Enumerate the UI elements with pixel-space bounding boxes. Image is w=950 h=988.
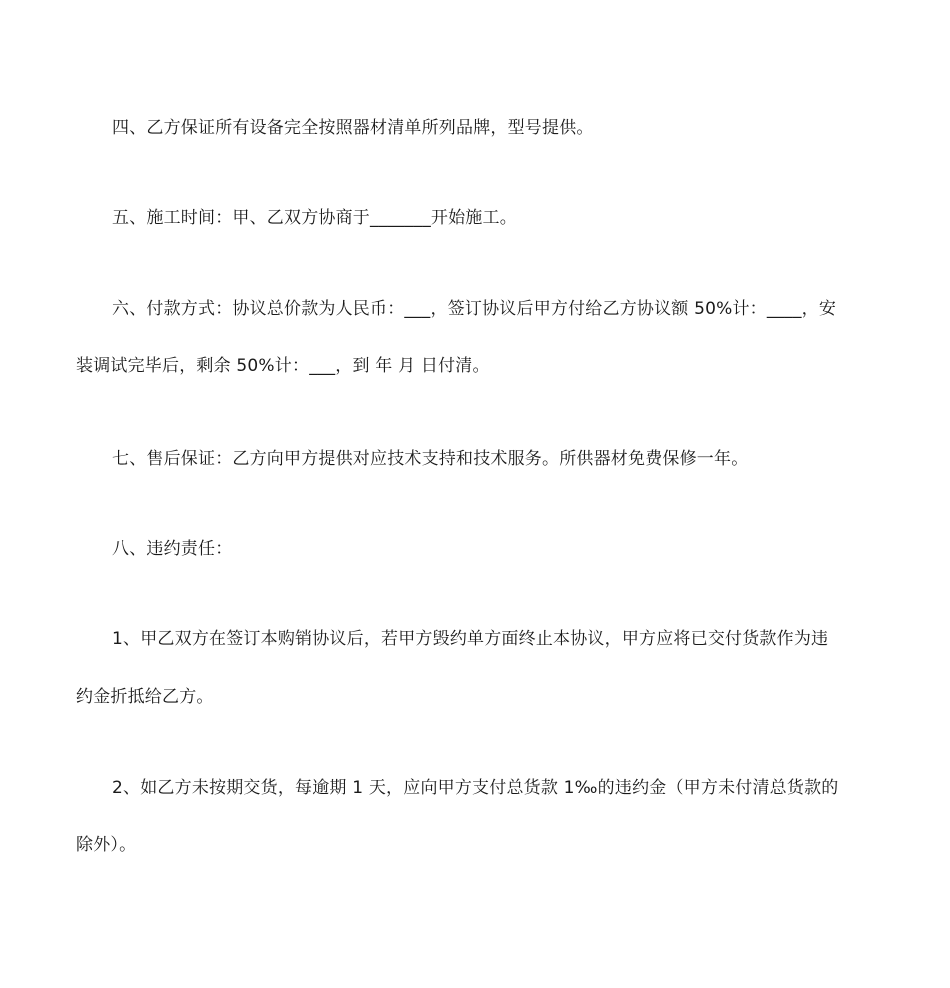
paragraph-4-line-1: 四、乙方保证所有设备完全按照器材清单所列品牌，型号提供。 bbox=[112, 118, 594, 138]
paragraph-8-line-1: 八、违约责任： bbox=[112, 539, 233, 559]
paragraph-6-line-1: 六、付款方式：协议总价款为人民币：___，签订协议后甲方付给乙方协议额 50%计：____，安 bbox=[112, 299, 837, 319]
paragraph-5-line-1: 五、施工时间：甲、乙双方协商于_______开始施工。 bbox=[112, 208, 517, 228]
clause-2-line-1: 2、如乙方未按期交货，每逾期 1 天，应向甲方支付总货款 1‰的违约金（甲方未付清总货款的 bbox=[112, 778, 839, 798]
paragraph-6-line-2: 装调试完毕后，剩余 50%计：___，到 年 月 日付清。 bbox=[76, 356, 490, 376]
clause-2-line-2: 除外）。 bbox=[76, 835, 137, 855]
clause-1-line-1: 1、甲乙双方在签订本购销协议后，若甲方毁约单方面终止本协议，甲方应将已交付货款作为违 bbox=[112, 629, 829, 649]
clause-1-line-2: 约金折抵给乙方。 bbox=[76, 687, 214, 707]
paragraph-7-line-1: 七、售后保证：乙方向甲方提供对应技术支持和技术服务。所供器材免费保修一年。 bbox=[112, 449, 749, 469]
